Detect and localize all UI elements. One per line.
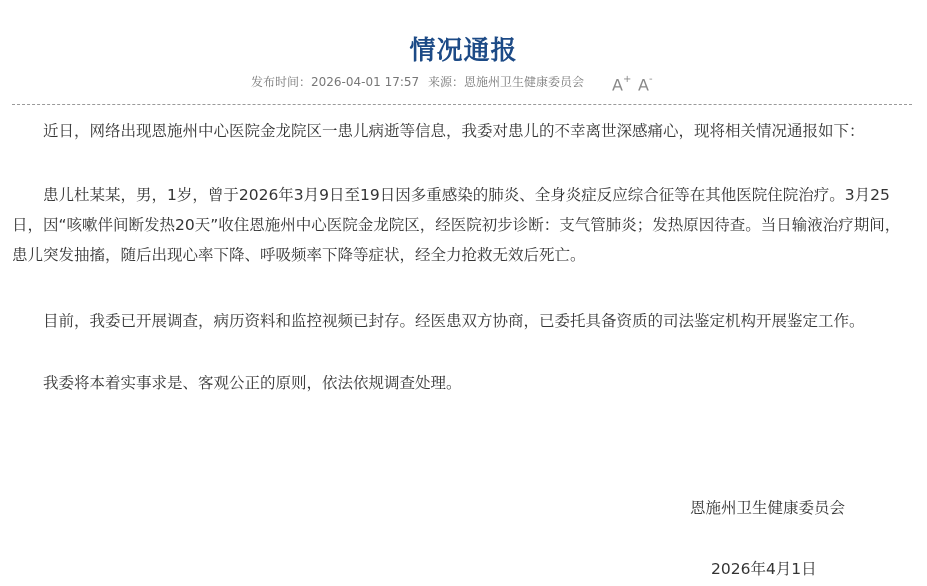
paragraph-details: 患儿杜某某，男，1岁，曾于2026年3月9日至19日因多重感染的肺炎、全身炎症反应综合征等在其他医院住院治疗。3月25日，因“咳嗽伴间断发热20天”收住恩施州中心医院金龙院区，经医院初步诊断：支气管肺炎；发热原因待查。当日输液治疗期间，患儿突发抽搐，随后出现心率下降、呼吸频率下降等症状，经全力抢救无效后死亡。 xyxy=(12,186,901,264)
font-decrease-label: A xyxy=(638,75,649,95)
publish-label: 发布时间： xyxy=(251,75,312,89)
header-divider xyxy=(12,104,912,105)
minus-icon: - xyxy=(648,74,653,85)
article-meta xyxy=(0,70,927,94)
plus-icon: + xyxy=(622,74,632,85)
signature: 恩施州卫生健康委员会 xyxy=(690,499,846,517)
font-increase-label: A xyxy=(612,75,623,95)
article-title: 情况通报 xyxy=(409,36,518,67)
source-label: 来源： xyxy=(428,75,465,89)
publish-info xyxy=(251,70,419,94)
paragraph-investigation: 目前，我委已开展调查，病历资料和监控视频已封存。经医患双方协商，已委托具备资质的司法鉴定机构开展鉴定工作。 xyxy=(43,312,865,330)
font-increase-button[interactable] xyxy=(612,70,631,97)
source-name: 恩施州卫生健康委员会 xyxy=(464,75,585,89)
font-decrease-button[interactable] xyxy=(638,70,653,97)
signature-date: 2026年4月1日 xyxy=(711,560,817,578)
paragraph-commitment: 我委将本着实事求是、客观公正的原则，依法依规调查处理。 xyxy=(43,374,462,392)
source-info xyxy=(428,70,584,94)
publish-time: 2026-04-01 17:57 xyxy=(311,75,420,89)
paragraph-intro: 近日，网络出现恩施州中心医院金龙院区一患儿病逝等信息，我委对患儿的不幸离世深感痛心，现将相关情况通报如下： xyxy=(43,122,865,140)
